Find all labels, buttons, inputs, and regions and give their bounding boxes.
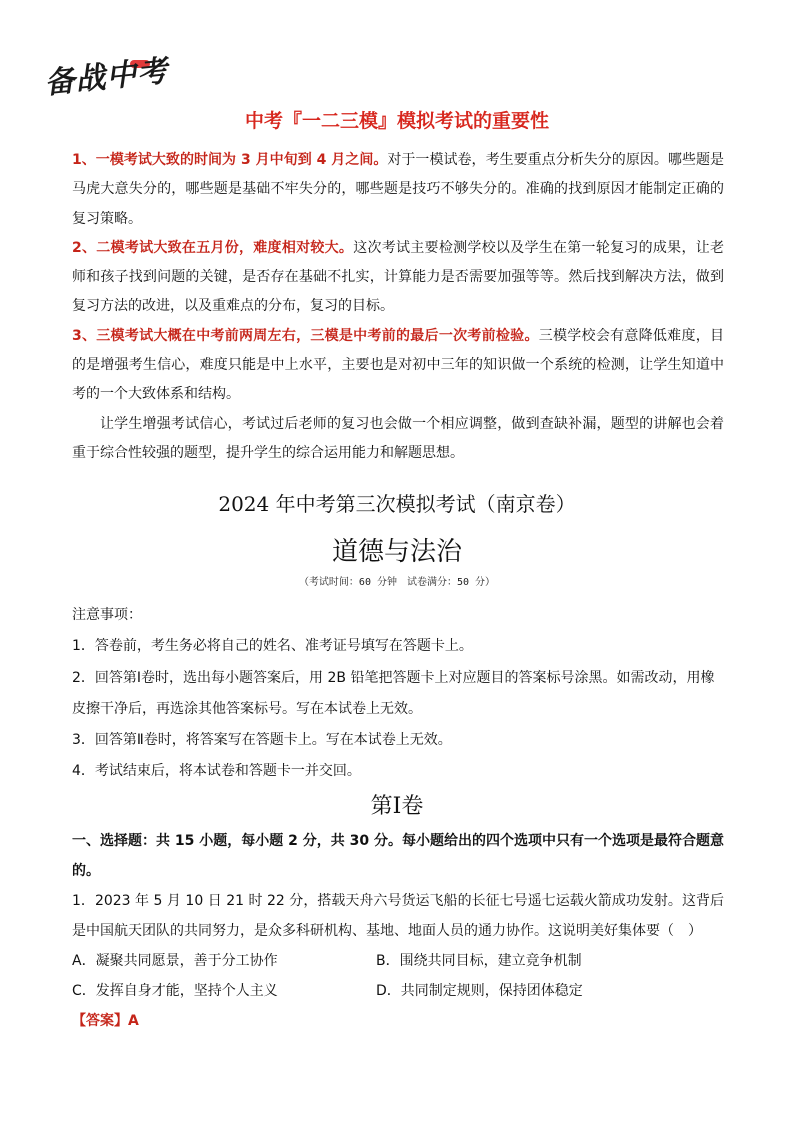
question-options [72,946,724,1006]
intro-p3-highlight: 3、三模考试大概在中考前两周左右，三模是中考前的最后一次考前检验。 [72,327,539,344]
section-title: 第Ⅰ卷 [370,794,424,819]
notes-item: 1．答卷前，考生务必将自己的姓名、准考证号填写在答题卡上。 [72,638,473,655]
intro-title: 中考『一二三模』模拟考试的重要性 [244,110,549,132]
exam-info: （考试时间：60 分钟 试卷满分：50 分） [298,577,496,588]
notes-section [72,600,724,788]
notes-item: 4．考试结束后，将本试卷和答题卡一并交回。 [72,763,361,780]
answer-value: A [128,1013,139,1029]
question-stem: 1．2023 年 5 月 10 日 21 时 22 分，搭载天舟六号货运飞船的长征七号遥七运载火箭成功发射。这背后是中国航天团队的共同努力，是众多科研机构、基地、地面人员的通力协作。这说明美好集体要（ ） [72,893,724,939]
option-c: C．发挥自身才能，坚持个人主义 [72,983,278,999]
option-b: B．围绕共同目标，建立竞争机制 [376,953,582,969]
intro-paragraph-4: 让学生增强考试信心，考试过后老师的复习也会做一个相应调整，做到查缺补漏，题型的讲解也会着重于综合性较强的题型，提升学生的综合运用能力和解题思想。 [72,415,724,461]
option-d: D．共同制定规则，保持团体稳定 [376,983,583,999]
intro-p1-text: 对于一模试卷，考生要重点分析失分的原因。哪些题是马虎大意失分的，哪些题是基础不牢失分的，哪些题是技巧不够失分的。准确的找到原因才能制定正确的复习策略。 [72,152,725,227]
notes-item: 3．回答第Ⅱ卷时，将答案写在答题卡上。写在本试卷上无效。 [72,732,452,749]
exam-subject: 道德与法治 [331,537,462,567]
intro-paragraph-2 [72,234,724,322]
answer-line [72,1006,724,1036]
intro-p2-highlight: 2、二模考试大致在五月份，难度相对较大。 [72,239,354,256]
questions-section [72,826,724,1036]
answer-label: 【答案】 [72,1013,128,1029]
intro-paragraph-3 [72,322,724,410]
notes-heading: 注意事项： [72,607,142,623]
intro-p2-text: 这次考试主要检测学校以及学生在第一轮复习的成果，让老师和孩子找到问题的关键，是否存在基础不扎实，计算能力是否需要加强等等。然后找到解决方法，做到复习方法的改进，以及重难点的分布，复习的目标。 [72,239,724,315]
exam-title: 2024 年中考第三次模拟考试（南京卷） [218,492,576,516]
intro-paragraph-1 [72,146,724,234]
intro-p3-text: 三模学校会有意降低难度，目的是增强考生信心，难度只能是中上水平，主要也是对初中三年的知识做一个系统的检测，让学生知道中考的一个大致体系和结构。 [72,327,725,403]
option-a: A．凝聚共同愿景，善于分工协作 [72,953,278,969]
logo-text: 备战中考 [42,53,170,102]
notes-item: 2．回答第Ⅰ卷时，选出每小题答案后，用 2B 铅笔把答题卡上对应题目的答案标号涂黑。如需改动，用橡皮擦干净后，再选涂其他答案标号。写在本试卷上无效。 [72,669,715,717]
part-instruction: 一、选择题：共 15 小题，每小题 2 分，共 30 分。每小题给出的四个选项中只有一个选项是最符合题意的。 [72,833,724,879]
intro-p1-highlight: 1、一模考试大致的时间为 3 月中旬到 4 月之间。 [72,152,388,168]
intro-section [72,146,724,468]
